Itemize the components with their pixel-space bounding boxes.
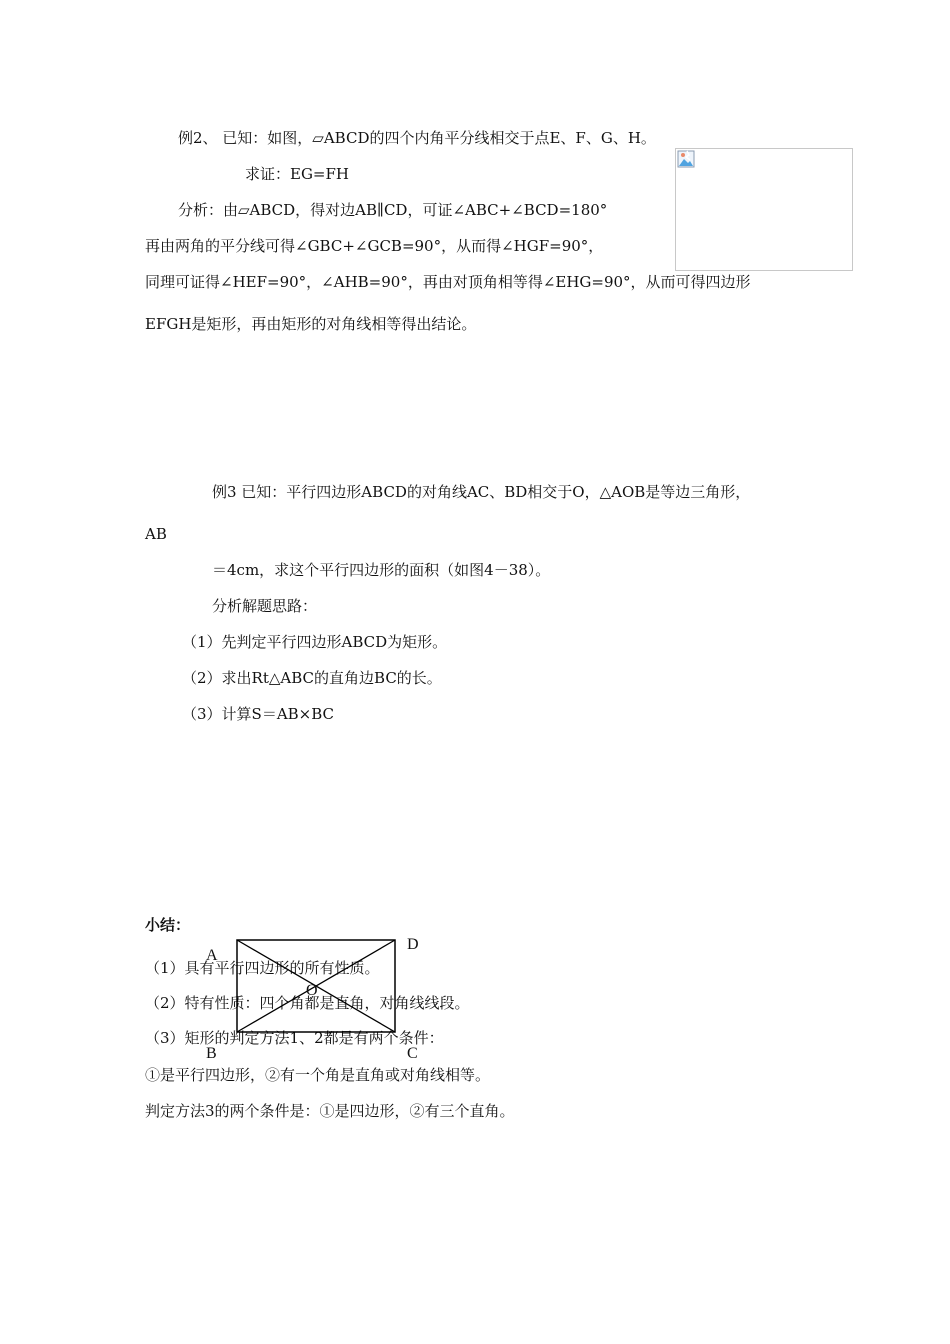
summary-item-4: ①是平行四边形，②有一个角是直角或对角线相等。 [145,1066,491,1084]
example3-statement-cont: ＝4cm，求这个平行四边形的面积（如图4－38）。 [212,561,551,579]
example3-step-2: （2）求出Rt△ABC的直角边BC的长。 [182,669,442,687]
example3-statement: 例3 已知：平行四边形ABCD的对角线AC、BD相交于O，△AOB是等边三角形， [212,483,751,501]
example2-statement: 例2、 已知：如图，▱ABCD的四个内角平分线相交于点E、F、G、H。 [178,129,656,147]
missing-figure-image [675,148,853,271]
vertex-label-c: C [407,1045,418,1062]
example2-analysis-3: 同理可证得∠HEF=90°，∠AHB=90°，再由对顶角相等得∠EHG=90°，从而可得四边形 [145,273,751,291]
example3-analysis-title: 分析解题思路： [212,597,318,615]
example2-analysis-2: 再由两角的平分线可得∠GBC+∠GCB=90°，从而得∠HGF=90°， [145,237,604,255]
summary-item-2: （2）特有性质：四个角都是直角，对角线线段。 [145,994,470,1012]
summary-title [145,915,190,935]
center-label-o: O [306,982,318,999]
summary-item-5: 判定方法3的两个条件是：①是四边形，②有三个直角。 [145,1102,515,1120]
example2-analysis-1: 分析：由▱ABCD，得对边AB∥CD，可证∠ABC+∠BCD=180° [178,201,608,219]
vertex-label-b: B [206,1045,217,1062]
vertex-label-d: D [407,936,419,953]
example3-statement-ab: AB [145,525,167,543]
rectangle-diagram [200,930,440,1065]
broken-image-icon [677,150,695,168]
summary-item-3: （3）矩形的判定方法1、2都是有两个条件： [145,1029,444,1047]
example3-step-1: （1）先判定平行四边形ABCD为矩形。 [182,633,448,651]
rectangle-figure [200,930,440,1065]
example2-prove: 求证：EG=FH [245,165,349,183]
example3-step-3: （3）计算S＝AB×BC [182,705,335,723]
summary-title-text: 小结： [145,916,191,934]
vertex-label-a: A [206,947,218,964]
example2-analysis-4: EFGH是矩形，再由矩形的对角线相等得出结论。 [145,315,477,333]
summary-item-1: （1）具有平行四边形的所有性质。 [145,959,380,977]
